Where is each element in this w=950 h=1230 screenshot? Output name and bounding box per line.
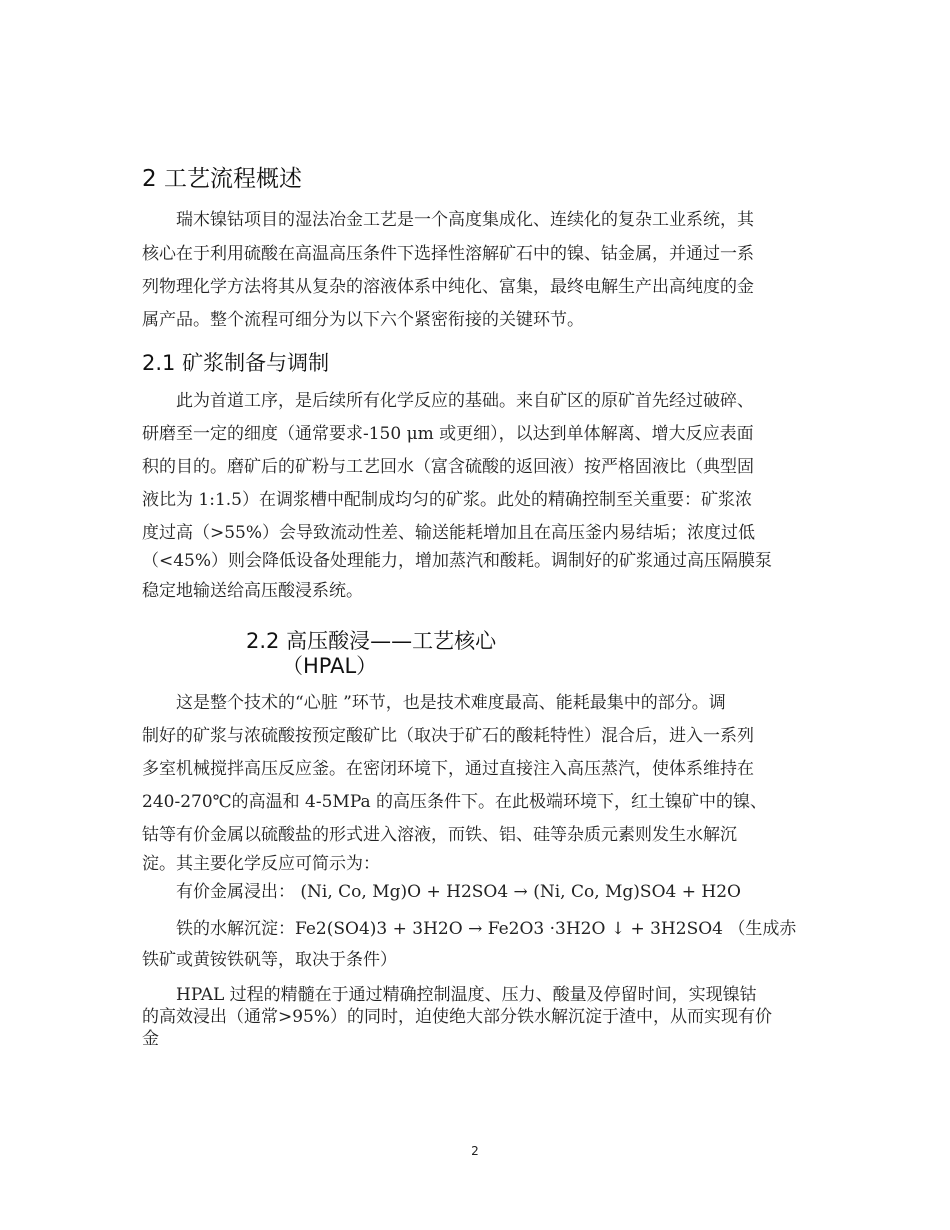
paragraph-line: 钴等有价金属以硫酸盐的形式进入溶液，而铁、铝、硅等杂质元素则发生水解沉 [142, 825, 737, 845]
paragraph-line: 的高效浸出（通常>95%）的同时，迫使绝大部分铁水解沉淀于渣中，从而实现有价 [142, 1007, 773, 1027]
paragraph-line: （<45%）则会降低设备处理能力，增加蒸汽和酸耗。调制好的矿浆通过高压隔膜泵 [142, 551, 773, 571]
page-number: 2 [471, 1144, 479, 1158]
paragraph-line: 多室机械搅拌高压反应釜。在密闭环境下，通过直接注入高压蒸汽，使体系维持在 [142, 759, 754, 779]
paragraph-line: 此为首道工序，是后续所有化学反应的基础。来自矿区的原矿首先经过破碎、 [176, 391, 754, 411]
reaction-equation: 有价金属浸出： (Ni, Co, Mg)O + H2SO4 → (Ni, Co, Mg)SO4 + H2O [176, 882, 741, 902]
paragraph-line: 稳定地输送给高压酸浸系统。 [142, 581, 363, 601]
paragraph-line: 金 [142, 1029, 159, 1049]
section-2-2-heading: 2.2 高压酸浸——工艺核心 [246, 629, 497, 653]
paragraph-line: 铁矿或黄铵铁矾等，取决于条件） [142, 950, 397, 970]
paragraph-line: 研磨至一定的细度（通常要求-150 μm 或更细），以达到单体解离、增大反应表面 [142, 424, 754, 444]
paragraph-line: 积的目的。磨矿后的矿粉与工艺回水（富含硫酸的返回液）按严格固液比（典型固 [142, 457, 754, 477]
paragraph-line: 属产品。整个流程可细分为以下六个紧密衔接的关键环节。 [142, 310, 584, 330]
section-2-1-heading: 2.1 矿浆制备与调制 [142, 351, 330, 375]
paragraph-line: 液比为 1:1.5）在调浆槽中配制成均匀的矿浆。此处的精确控制至关重要：矿浆浓 [142, 490, 752, 510]
paragraph-line: 度过高（>55%）会导致流动性差、输送能耗增加且在高压釜内易结垢；浓度过低 [142, 523, 756, 543]
paragraph-line: 核心在于利用硫酸在高温高压条件下选择性溶解矿石中的镍、钴金属，并通过一系 [142, 244, 754, 264]
paragraph-line: 瑞木镍钴项目的湿法冶金工艺是一个高度集成化、连续化的复杂工业系统，其 [176, 210, 754, 230]
paragraph-line: 淀。其主要化学反应可简示为： [142, 854, 380, 874]
paragraph-line: 240-270℃的高温和 4-5MPa 的高压条件下。在此极端环境下，红土镍矿中的镍、 [142, 792, 768, 812]
section-2-heading: 2 工艺流程概述 [142, 166, 302, 192]
reaction-equation: 铁的水解沉淀：Fe2(SO4)3 + 3H2O → Fe2O3 ·3H2O ↓ + 3H2SO4 （生成赤 [176, 919, 797, 939]
paragraph-line: 制好的矿浆与浓硫酸按预定酸矿比（取决于矿石的酸耗特性）混合后，进入一系列 [142, 726, 754, 746]
section-2-2-heading-subtitle: （HPAL） [282, 654, 378, 678]
paragraph-line: 这是整个技术的“心脏 ”环节，也是技术难度最高、能耗最集中的部分。调 [176, 693, 726, 713]
paragraph-line: HPAL 过程的精髓在于通过精确控制温度、压力、酸量及停留时间，实现镍钴 [176, 985, 757, 1005]
paragraph-line: 列物理化学方法将其从复杂的溶液体系中纯化、富集，最终电解生产出高纯度的金 [142, 277, 754, 297]
